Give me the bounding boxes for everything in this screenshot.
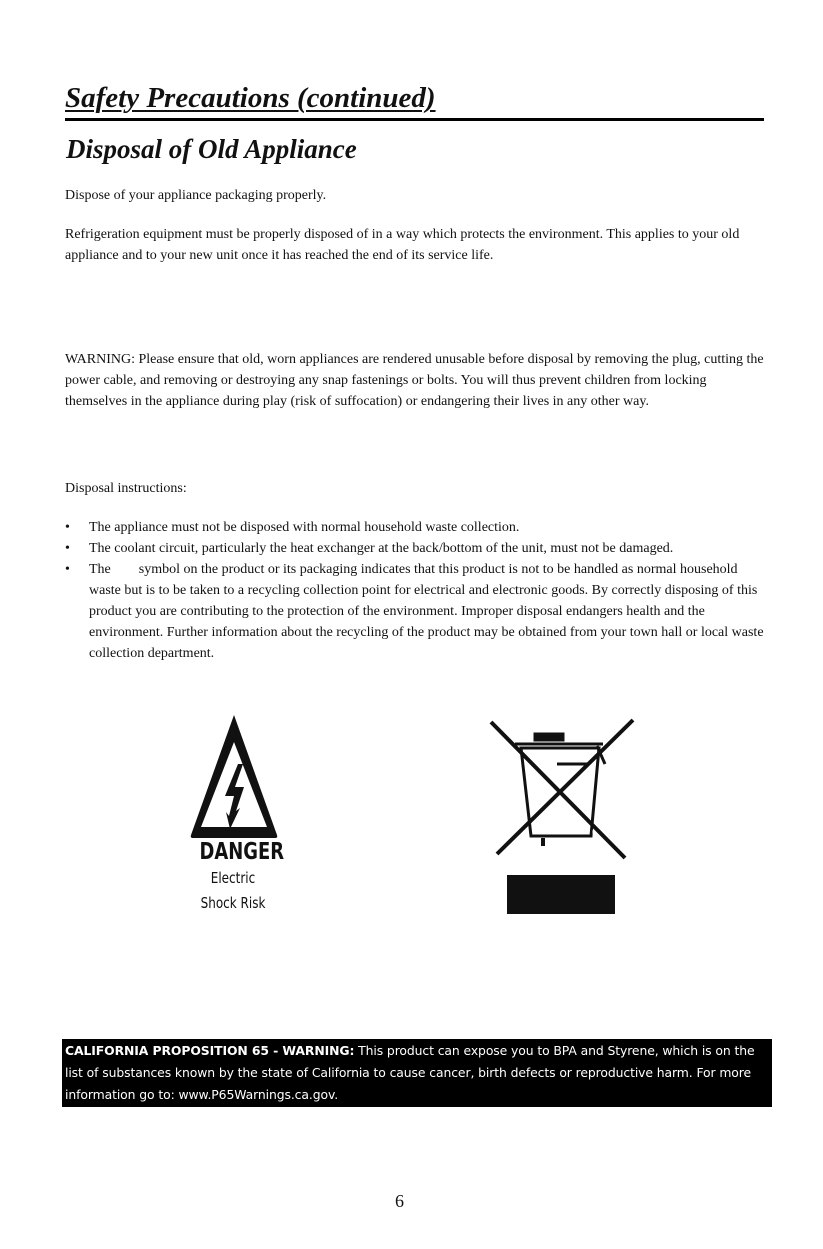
header-rule [65,118,764,121]
danger-line-shock-risk: Shock Risk [200,894,266,912]
page-subtitle: Disposal of Old Appliance [66,134,357,164]
bullet-icon: • [65,520,70,535]
packaging-paragraph: Dispose of your appliance packaging properly. [65,188,327,203]
bullet-icon: • [65,541,70,556]
prop65-text: This product can expose you to BPA and Styrene, which is on the list of substances known by the state of California to cause cancer, birth defects or reproductive harm. For more information go to: www.P65Warnings.ca.gov. [65,1043,755,1102]
warning-label: WARNING: [65,352,135,367]
crossed-out-wheelie-bin-icon [487,716,637,862]
prop65-label: CALIFORNIA PROPOSITION 65 - WARNING: [65,1043,355,1058]
electric-shock-warning-icon [188,712,280,840]
list-item: • The coolant circuit, particularly the heat exchanger at the back/bottom of the unit, must not be damaged. [65,538,767,559]
list-item: • The symbol on the product or its packaging indicates that this product is not to be handled as normal household waste but is to be taken to a recycling collection point for electrical and electronic goods. By correctly disposing of this product you are contributing to the protection of the environment. Improper disposal endangers health and the environment. Further information about the recycling of the product may be obtained from your town hall or local waste collection department. [65,559,767,664]
list-item: • The appliance must not be disposed with normal household waste collection. [65,517,767,538]
disposal-list [65,517,767,664]
disposal-heading: Disposal instructions: [65,481,187,496]
warning-text: Please ensure that old, worn appliances are rendered unusable before disposal by removing the plug, cutting the power cable, and removing or destroying any snap fastenings or bolts. You will thus prevent children from locking themselves in the appliance during play (risk of suffocation) or endangering their lives in any other way. [65,352,764,409]
black-bar [507,875,615,914]
bullet-icon: • [65,562,70,577]
page-number: 6 [395,1191,404,1211]
danger-line-electric: Electric [210,869,256,887]
prop65-warning-box [62,1039,772,1107]
warning-paragraph [65,349,765,412]
section-title: Safety Precautions (continued) [65,82,436,114]
danger-word: DANGER [199,839,285,865]
environment-paragraph: Refrigeration equipment must be properly disposed of in a way which protects the environment. This applies to your old appliance and to your new unit once it has reached the end of its service life. [65,227,740,263]
